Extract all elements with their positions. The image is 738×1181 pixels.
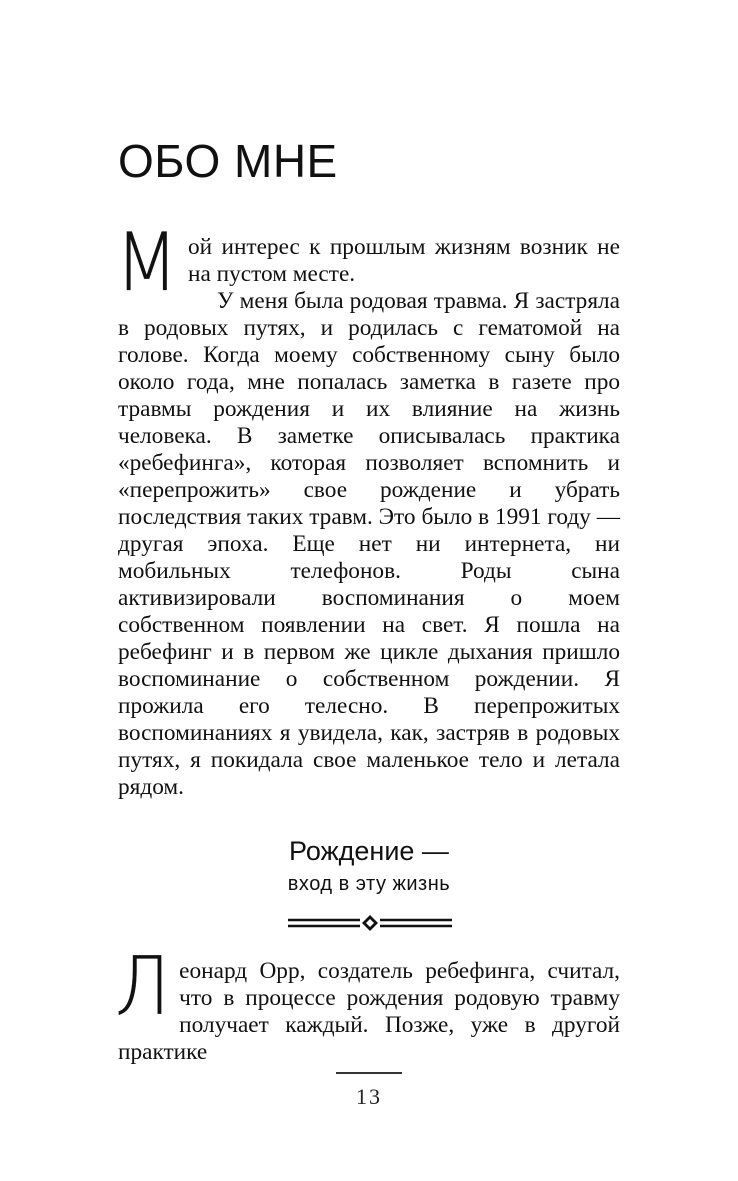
second-paragraph: У меня была родовая травма. Я застряла в родовых путях, и родилась с гематомой на голове. Когда моему собственному сыну было около года, мне попалась заметка в газете про травмы рождения и их влияние на жизнь человека. В заметке описывалась практика «ребефинга», которая позволяет вспомнить и «перепрожить» свое рождение и убрать последствия таких травм. Это было в 1991 году — другая эпоха. Еще нет ни интернета, ни мобильных телефонов. Роды сына активизировали воспоминания о моем собственном появлении на свет. Я пошла на ребефинг и в первом же цикле дыхания пришло воспоминание о собственном рождении. Я прожила его телесно. В перепрожитых воспоминаниях я увидела, как, застряв в родовых путях, я покидала свое маленькое тело и летала рядом.	[118, 288, 620, 800]
section-first-paragraph	[115, 940, 620, 1066]
first-paragraph-text: ой интерес к прошлым жизням возник не на пустом месте.	[188, 234, 620, 287]
page-number-rule	[336, 1072, 402, 1074]
ornament-divider	[286, 912, 454, 934]
drop-cap-l: Л	[115, 940, 171, 1033]
section-title-line2: вход в эту жизнь	[287, 873, 451, 895]
chapter-title: ОБО МНЕ	[118, 135, 338, 187]
drop-cap-m: М	[115, 216, 179, 309]
intro-text-block	[115, 216, 620, 801]
section-text-block	[115, 940, 620, 1066]
section-title-line1: Рождение —	[289, 836, 449, 866]
section-first-paragraph-text: еонард Орр, создатель ребефинга, считал, что в процессе рождения родовую травму получает каждый. Позже, уже в другой практике	[118, 958, 620, 1065]
first-paragraph	[115, 216, 620, 309]
page-number: 13	[356, 1084, 382, 1109]
